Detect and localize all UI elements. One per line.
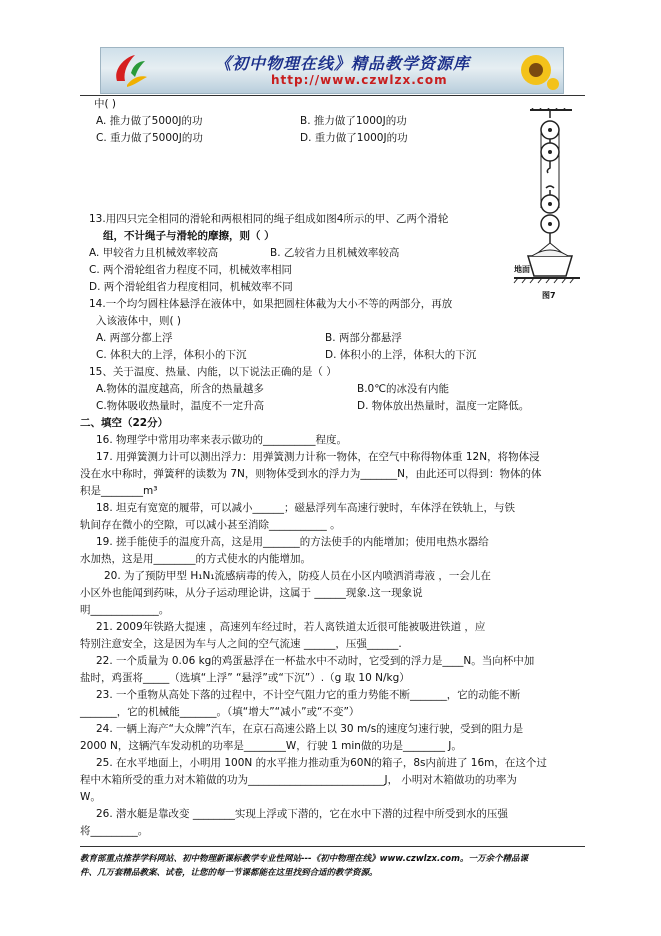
q12-option-a: A. 推力做了5000J的功 bbox=[96, 115, 203, 127]
pulley-diagram bbox=[500, 108, 580, 308]
q22-line2: 盐时，鸡蛋将_____（选填“上浮” “悬浮”或“下沉”）.（g 取 10 N/kg） bbox=[80, 672, 410, 684]
q21-line1: 21. 2009年铁路大提速 ，高速列车经过时，若人离铁道太近很可能被吸进铁道 ，应 bbox=[96, 621, 486, 633]
sunflower-icon bbox=[513, 50, 559, 90]
ground-label: 地面 bbox=[514, 265, 530, 274]
q14-option-d: D. 体积小的上浮，体积大的下沉 bbox=[325, 349, 477, 361]
q17-line2: 没在水中称时，弹簧秤的读数为 7N，则物体受到水的浮力为_______N，由此还可以得到：物体的体 bbox=[80, 468, 542, 480]
q14-option-a: A. 两部分都上浮 bbox=[96, 332, 173, 344]
q15-option-a: A.物体的温度越高，所含的热量越多 bbox=[96, 383, 264, 395]
q14-stem: 14.一个均匀圆柱体悬浮在液体中，如果把圆柱体截为大小不等的两部分，再放 bbox=[89, 298, 453, 310]
site-url[interactable]: http://www.czwlzx.com bbox=[271, 73, 448, 87]
footer-line-2: 件、几万套精品教案、试卷，让您的每一节课都能在这里找到合适的教学资源。 bbox=[80, 868, 378, 878]
q15-option-d: D. 物体放出热量时，温度一定降低。 bbox=[357, 400, 530, 412]
footer-line-1: 教育部重点推荐学科网站、初中物理新课标教学专业性网站---《初中物理在线》www.czwlzx.com。一万余个精品课 bbox=[80, 854, 528, 864]
q18-line2: 轨间存在微小的空隙，可以减小甚至消除___________ 。 bbox=[80, 519, 341, 531]
q21-line2: 特别注意安全，这是因为车与人之间的空气流速 ______，压强______. bbox=[80, 638, 402, 650]
q17-line1: 17. 用弹簧测力计可以测出浮力：用弹簧测力计称一物体，在空气中称得物体重 12N，将物体浸 bbox=[96, 451, 540, 463]
q12-option-d: D. 重力做了1000J的功 bbox=[300, 132, 408, 144]
q20-line3: 明_____________。 bbox=[80, 604, 170, 616]
q14-option-c: C. 体积大的上浮，体积小的下沉 bbox=[96, 349, 247, 361]
figure-caption: 图7 bbox=[542, 291, 556, 300]
q13-stem: 13.用四只完全相同的滑轮和两根相同的绳子组成如图4所示的甲、乙两个滑轮 bbox=[89, 213, 449, 225]
footer-rule bbox=[80, 846, 585, 847]
q13-stem-cont: 组，不计绳子与滑轮的摩擦，则（ ） bbox=[103, 230, 275, 242]
q15-stem: 15、关于温度、热量、内能，以下说法正确的是（ ） bbox=[89, 366, 337, 378]
q24-line1: 24. 一辆上海产“大众牌”汽车，在京石高速公路上以 30 m/s的速度匀速行驶，受到的阻力是 bbox=[96, 723, 524, 735]
q24-line2: 2000 N，这辆汽车发动机的功率是________W，行驶 1 min做的功是________ J。 bbox=[80, 740, 462, 752]
site-banner bbox=[100, 47, 564, 94]
header-rule bbox=[80, 95, 585, 96]
q26-line1: 26. 潜水艇是靠改变 ________实现上浮或下潜的，它在水中下潜的过程中所受到水的压强 bbox=[96, 808, 508, 820]
q26-line2: 将_________。 bbox=[80, 825, 149, 837]
q18-line1: 18. 坦克有宽宽的履带，可以减小______；磁悬浮列车高速行驶时，车体浮在铁轨上，与铁 bbox=[96, 502, 516, 514]
pulley-figure bbox=[500, 108, 580, 308]
q13-option-b: B. 乙较省力且机械效率较高 bbox=[270, 247, 400, 259]
q13-option-c: C. 两个滑轮组省力程度不同，机械效率相同 bbox=[89, 264, 293, 276]
q16: 16. 物理学中常用功率来表示做功的__________程度。 bbox=[96, 434, 348, 446]
q23-line1: 23. 一个重物从高处下落的过程中，不计空气阻力它的重力势能不断_______，它的动能不断 bbox=[96, 689, 521, 701]
q15-option-c: C.物体吸收热量时，温度不一定升高 bbox=[96, 400, 265, 412]
q12-stem-end: 中( ) bbox=[94, 98, 117, 110]
q12-option-c: C. 重力做了5000J的功 bbox=[96, 132, 203, 144]
site-title: 《初中物理在线》精品教学资源库 bbox=[215, 54, 471, 73]
q12-option-b: B. 推力做了1000J的功 bbox=[300, 115, 407, 127]
q14-stem-cont: 入该液体中，则( ) bbox=[96, 315, 182, 327]
q13-option-d: D. 两个滑轮组省力程度相同，机械效率不同 bbox=[89, 281, 293, 293]
q25-line3: W。 bbox=[80, 791, 101, 803]
q14-option-b: B. 两部分都悬浮 bbox=[325, 332, 402, 344]
q19-line1: 19. 搓手能使手的温度升高，这是用_______的方法使手的内能增加；使用电热水器给 bbox=[96, 536, 489, 548]
q15-option-b: B.0℃的冰没有内能 bbox=[357, 383, 450, 395]
q20-line2: 小区外也能闻到药味，从分子运动理论讲，这属于 ______现象.这一现象说 bbox=[80, 587, 423, 599]
q22-line1: 22. 一个质量为 0.06 kg的鸡蛋悬浮在一杯盐水中不动时，它受到的浮力是____N。当向杯中加 bbox=[96, 655, 535, 667]
q17-line3: 积是________m³ bbox=[80, 485, 158, 497]
q25-line2: 程中木箱所受的重力对木箱做的功为__________________________J， 小明对木箱做功的功率为 bbox=[80, 774, 517, 786]
q13-option-a: A. 甲较省力且机械效率较高 bbox=[89, 247, 219, 259]
q23-line2: _______，它的机械能_______。（填“增大”“减小”或“不变”） bbox=[80, 706, 360, 718]
page-footer bbox=[80, 852, 590, 880]
section-fill-blank-heading: 二、填空（22分） bbox=[80, 417, 169, 429]
q19-line2: 水加热，这是用________的方式使水的内能增加。 bbox=[80, 553, 311, 565]
site-logo bbox=[109, 51, 149, 89]
q20-line1: 20. 为了预防甲型 H₁N₁流感病毒的传入，防疫人员在小区内喷洒消毒液 ，一会儿在 bbox=[104, 570, 491, 582]
q25-line1: 25. 在水平地面上，小明用 100N 的水平推力推动重为60N的箱子，8s内前进了 16m，在这个过 bbox=[96, 757, 547, 769]
